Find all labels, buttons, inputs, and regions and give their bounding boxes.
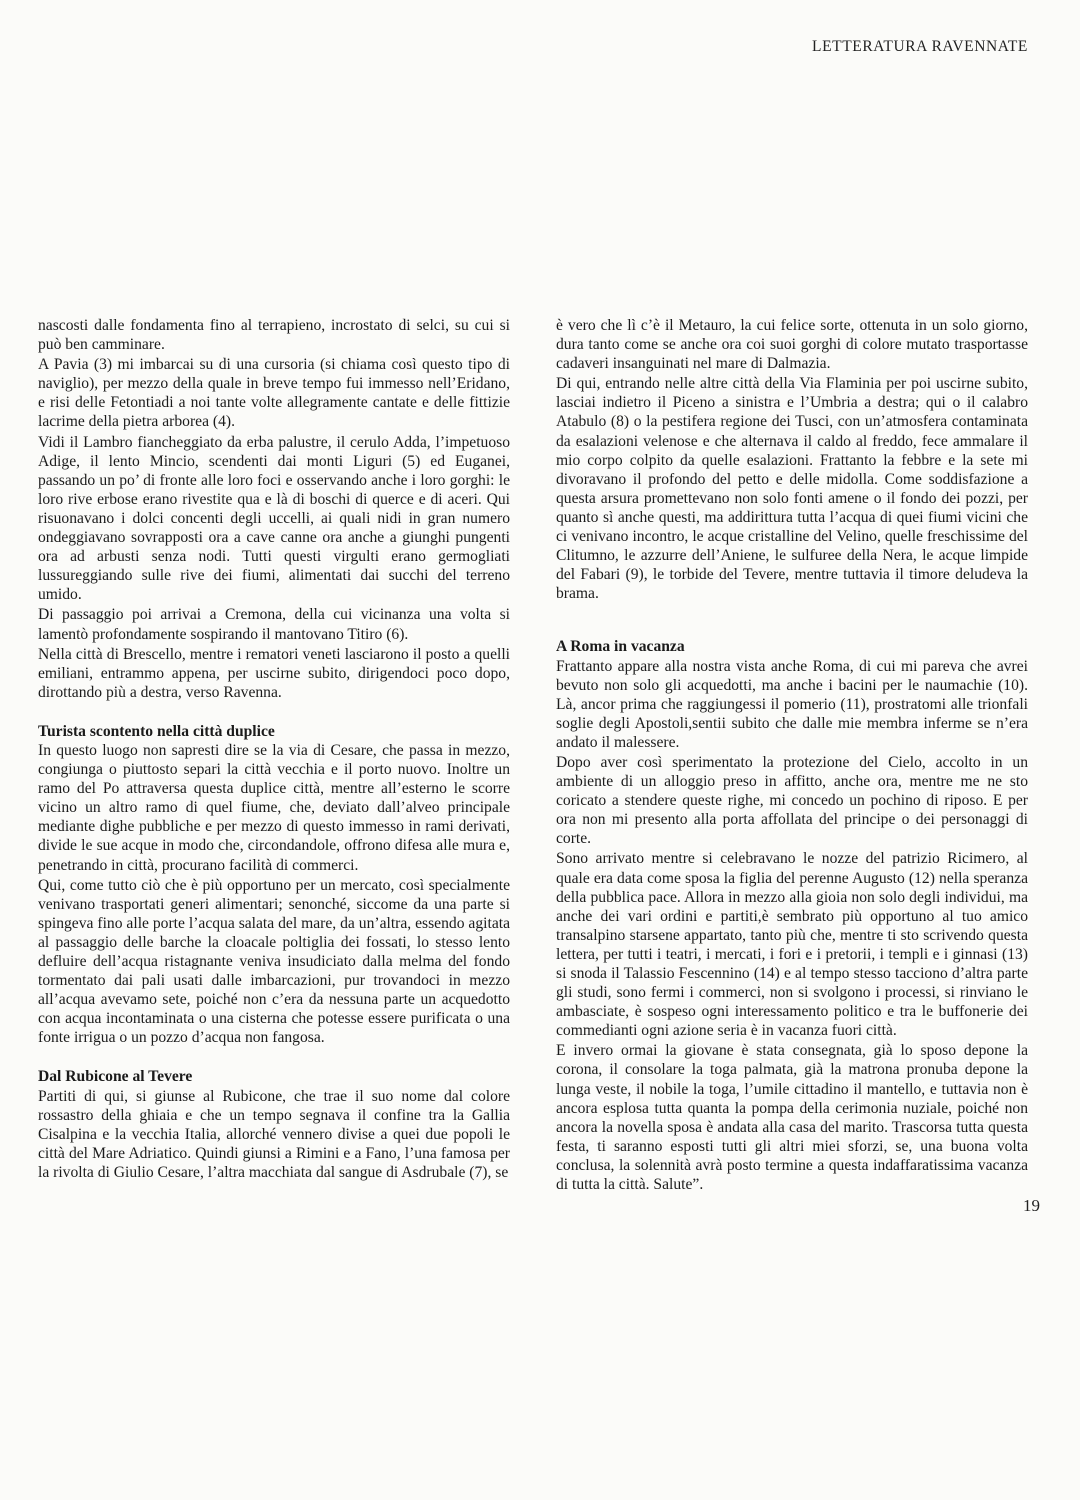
section-heading: Turista scontento nella città duplice [38, 722, 275, 740]
paragraph: Vidi il Lambro fiancheggiato da erba palustre, il cerulo Adda, l’impetuoso Adige, il lento Mincio, scendenti dai monti Liguri (5) ed Euganei, passando un po’ di fronte alle loro foci e osservando anche i loro gorghi: le loro rive erbose erano rivestite qua e là di boschi di querce e di aceri. Qui risuonavano i dolci concenti degli uccelli, ai quali nidi in gran numero ondeggiavano sovrapposti ora a cave canne ora anche a giunghi pungenti ora ad arbusti senza nodi. Tutti questi virgulti erano germogliati lussureggiando sulle rive dei fiumi, alimentati dai succhi del terreno umido. [38, 433, 510, 604]
paragraph: E invero ormai la giovane è stata consegnata, già lo sposo depone la corona, il consolare la toga palmata, già la matrona pronuba depone la lunga veste, il nobile la toga, l’umile cittadino il mantello, e tuttavia non è ancora esplosa tutta quanta la pompa della cerimonia nuziale, poiché non ancora la novella sposa è andata alla casa del marito. Trascorsa tutta questa festa, ti saranno esposti tutti gli altri miei sforzi, se, una buona volta conclusa, la solennità avrà posto termine a questa indaffaratissima vacanza di tutta la città. Salute”. [556, 1042, 1028, 1194]
page-number: 19 [1023, 1196, 1040, 1215]
paragraph: Qui, come tutto ciò che è più opportuno per un mercato, così specialmente venivano trasportati generi alimentari; senonché, siccome da una parte si spingeva fino alle porte l’acqua salata del mare, da un’altra, essendo agitata al passaggio delle barche la cloacale poltiglia dei fossati, lo stesso lento defluire dell’acqua ristagnante veniva insudiciato dalla melma del fondo tormentato dai pali usati dalle imbarcazioni, pur trovandoci in mezzo all’acqua avevamo sete, poiché non c’era da nessuna parte un acquedotto con acqua incontaminata o una cisterna che potesse essere purificata o una fonte irrigua o un pozzo d’acqua non fangosa. [38, 876, 510, 1047]
paragraph: è vero che lì c’è il Metauro, la cui felice sorte, ottenuta in un solo giorno, dura tanto come se anche ora coi suoi gorghi di colore mutato trasportasse cadaveri insanguinati nel mare di Dalmazia. [556, 317, 1028, 373]
section-heading: A Roma in vacanza [556, 638, 685, 656]
section-heading: Dal Rubicone al Tevere [38, 1068, 193, 1086]
paragraph: Sono arrivato mentre si celebravano le nozze del patrizio Ricimero, al quale era data come sposa la figlia del perenne Augusto (12) nella speranza della pubblica pace. Allora in mezzo alla gioia non solo degli individui, ma anche dei vari ordini e partiti,è sembrato più opportuno al tuo amico transalpino starsene appartato, tanto più che, mentre ti sto scrivendo questa lettera, per tutti i teatri, i mercati, i fori e i pretorii, i templi e i ginnasi (13) si snoda il Talassio Fescennino (14) e al tempo stesso tacciono d’altra parte gli studi, sono fermi i commerci, non si svolgono i processi, si rinviano le ambasciate, è sospeso ogni interessamento politico e tra le buffonerie dei commedianti ogni azione seria è in vacanza fuori città. [556, 850, 1028, 1040]
paragraph: Di qui, entrando nelle altre città della Via Flaminia per poi uscirne subito, lasciai indietro il Piceno a sinistra e l’Umbria a destra; qui o il calabro Atabulo (8) o la pestifera regione dei Tusci, con un’atmosfera contaminata da esalazioni velenose e che alternava il caldo al freddo, fece ammalare il mio corpo colpito da quelle esalazioni. Frattanto la febbre e la sete mi divoravano il profondo del petto e delle midolla. Come soddisfazione a questa arsura promettevano non solo fonti amene o il fondo dei pozzi, per quanto sì anche questi, ma addirittura tutta l’acqua di quei fiumi vicini che ci venivano incontro, le acque cristalline del Velino, quelle freschissime del Clitumno, le azzurre dell’Aniene, le sulfuree della Nera, le acque limpide del Fabari (9), le torbide del Tevere, mentre tuttavia il timore deludeva la brama. [556, 375, 1028, 603]
paragraph: Dopo aver così sperimentato la protezione del Cielo, accolto in un ambiente di un alloggio preso in affitto, anche ora, mentre me ne sto coricato a stendere queste righe, mi concedo un pochino di riposo. E per ora non mi presento alla porta affollata del principe o dei personaggi di corte. [556, 753, 1028, 848]
paragraph: Di passaggio poi arrivai a Cremona, della cui vicinanza una volta si lamentò profondamente sospirando il mantovano Titiro (6). [38, 606, 510, 643]
paragraph: Partiti di qui, si giunse al Rubicone, che trae il suo nome dal colore rossastro della ghiaia e che un tempo segnava il confine tra la Gallia Cisalpina e la vecchia Italia, allorché vennero divise a quei due popoli le città del Mare Adriatico. Quindi giunsi a Rimini e a Fano, l’una famosa per la rivolta di Giulio Cesare, l’altra macchiata dal sangue di Asdrubale (7), se [38, 1087, 510, 1181]
running-head: LETTERATURA RAVENNATE [812, 38, 1028, 55]
left-column [38, 316, 510, 1182]
paragraph: A Pavia (3) mi imbarcai su di una cursoria (si chiama così questo tipo di naviglio), per mezzo della quale in breve tempo fui immesso nell’Eridano, e risi delle Fetontiadi a noi tante volte allegramente cantate e delle fittizie lacrime della pietra arborea (4). [38, 356, 510, 431]
paragraph: nascosti dalle fondamenta fino al terrapieno, incrostato di selci, su cui si può ben camminare. [38, 317, 510, 354]
paragraph: Nella città di Brescello, mentre i rematori veneti lasciarono il posto a quelli emiliani, entrammo appena, per uscirne subito, dirigendoci poco dopo, dirottando più a destra, verso Ravenna. [38, 645, 510, 701]
paragraph: In questo luogo non sapresti dire se la via di Cesare, che passa in mezzo, congiunga o piuttosto separi la città vecchia e il porto nuovo. Inoltre un ramo del Po attraversa questa duplice città, mentre all’esterno le scorre vicino un altro ramo di quel fiume, che, deviato dall’alveo principale mediante dighe pubbliche e per mezzo di questo immesso in rami derivati, divide le sue acque in modo che, circondandole, offrono difesa alle mura e, penetrando in città, procurano facilità di commerci. [38, 741, 510, 874]
right-column [556, 316, 1028, 1194]
paragraph: Frattanto appare alla nostra vista anche Roma, di cui mi pareva che avrei bevuto non solo gli acquedotti, ma anche i bacini per le naumachie (10). Là, ancor prima che raggiungessi il pomerio (11), prostratomi alle trionfali soglie degli Apostoli,sentii subito che dalle mie membra inferme se n’era andato il malessere. [556, 657, 1028, 751]
